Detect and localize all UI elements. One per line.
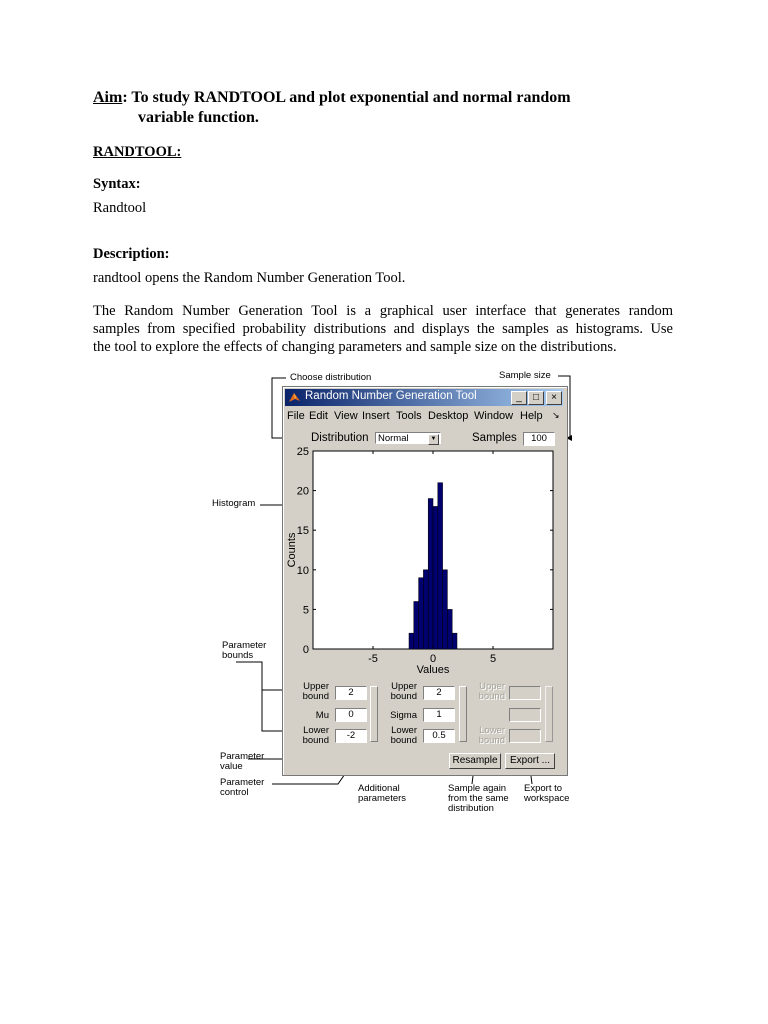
- annotation-export-to-line1: Export to: [524, 783, 563, 794]
- description-paragraph: [93, 302, 673, 356]
- annotation-sample-again-line3: distribution: [448, 803, 494, 814]
- distribution-select[interactable]: [375, 432, 441, 444]
- x-tick-label: -5: [368, 653, 378, 665]
- annotation-parameter-bounds-line2: bounds: [222, 650, 254, 661]
- param1-lower-label-line1: Lower: [303, 725, 329, 736]
- param3-upper-label-line1: Upper: [479, 681, 505, 692]
- matlab-logo-icon: [288, 391, 301, 404]
- histogram-bar: [423, 570, 428, 649]
- annotation-export-to: [524, 784, 569, 804]
- menu-edit[interactable]: Edit: [309, 410, 328, 422]
- param2-lower-input[interactable]: 0.5: [423, 729, 455, 743]
- menu-file[interactable]: File: [287, 410, 305, 422]
- annotation-additional-parameters: [358, 784, 406, 804]
- y-tick-label: 5: [302, 604, 309, 617]
- x-axis-label: Values: [416, 664, 450, 676]
- randtool-heading: RANDTOOL:: [93, 144, 182, 160]
- param2-slider[interactable]: [459, 686, 467, 742]
- param3-value-input: [509, 708, 541, 722]
- chevron-down-icon: ▼: [428, 434, 439, 445]
- histogram-bar: [433, 506, 438, 649]
- resample-button[interactable]: Resample: [449, 753, 501, 769]
- annotation-parameter-bounds: [222, 641, 266, 661]
- annotation-sample-again-line2: from the same: [448, 793, 509, 804]
- param3-lower-input: [509, 729, 541, 743]
- param2-lower-label-line2: bound: [390, 735, 417, 746]
- x-tick-label: 0: [429, 653, 437, 665]
- randtool-window: [282, 386, 568, 776]
- param1-lower-label-line2: bound: [302, 735, 329, 746]
- description-line1: randtool opens the Random Number Generation Tool.: [93, 270, 406, 286]
- param2-upper-label-line2: bound: [390, 691, 417, 702]
- dock-arrow-icon[interactable]: ↘: [552, 410, 560, 420]
- menu-desktop[interactable]: Desktop: [428, 410, 469, 422]
- aim-colon: :: [122, 89, 128, 106]
- samples-input[interactable]: 100: [523, 432, 555, 446]
- histogram-chart: [283, 445, 567, 677]
- description-para-line3: the tool to explore the effects of changing parameters and sample size on the distributions.: [93, 339, 617, 355]
- param3-upper-input: [509, 686, 541, 700]
- param2-lower-label-line1: Lower: [391, 725, 417, 736]
- menu-view[interactable]: View: [334, 410, 358, 422]
- histogram-bar: [409, 633, 414, 649]
- param2-name: Sigma: [390, 710, 417, 721]
- annotation-export-to-line2: workspace: [524, 793, 570, 804]
- x-tick-label: 5: [489, 653, 497, 665]
- histogram-bar: [419, 578, 424, 649]
- param3-upper-label: [469, 682, 505, 702]
- description-heading: Description:: [93, 246, 170, 262]
- param1-value-input[interactable]: 0: [335, 708, 367, 722]
- aim-text-line1: To study RANDTOOL and plot exponential and normal random: [131, 89, 571, 106]
- param1-lower-label: [285, 726, 329, 746]
- annotation-parameter-bounds-line1: Parameter: [222, 640, 267, 651]
- param1-slider[interactable]: [370, 686, 378, 742]
- annotation-sample-again-line1: Sample again: [448, 783, 507, 794]
- param3-slider: [545, 686, 553, 742]
- param2-lower-label: [379, 726, 417, 746]
- param2-upper-label: [379, 682, 417, 702]
- histogram-bar: [414, 601, 419, 649]
- annotation-histogram: Histogram: [212, 498, 256, 509]
- param1-name: Mu: [315, 710, 329, 721]
- param3-lower-label-line2: bound: [478, 735, 505, 746]
- y-axis-label: Counts: [286, 532, 298, 568]
- minimize-button[interactable]: _: [511, 391, 527, 405]
- title-bar[interactable]: [285, 389, 563, 406]
- window-title: Random Number Generation Tool: [305, 390, 477, 402]
- annotation-parameter-value-line1: Parameter: [220, 751, 265, 762]
- param1-upper-label-line2: bound: [302, 691, 329, 702]
- y-tick-label: 15: [296, 525, 309, 538]
- annotation-sample-again: [448, 784, 509, 814]
- annotation-additional-parameters-line1: Additional: [358, 783, 400, 794]
- export-button[interactable]: Export ...: [505, 753, 555, 769]
- param3-lower-label-line1: Lower: [479, 725, 505, 736]
- histogram-bar: [447, 609, 452, 649]
- param2-upper-input[interactable]: 2: [423, 686, 455, 700]
- annotation-parameter-control-line2: control: [220, 787, 249, 798]
- menu-window[interactable]: Window: [474, 410, 514, 422]
- param1-upper-label-line1: Upper: [303, 681, 329, 692]
- annotation-parameter-control: [220, 778, 264, 798]
- y-tick-label: 0: [302, 644, 309, 656]
- maximize-button[interactable]: □: [528, 391, 544, 405]
- annotation-parameter-value-line2: value: [220, 761, 243, 772]
- menu-help[interactable]: Help: [520, 410, 543, 422]
- description-para-line1: The Random Number Generation Tool is a graphical user interface that generates random: [93, 303, 673, 319]
- histogram-bar: [452, 633, 457, 649]
- menu-bar: [285, 408, 563, 424]
- histogram-bar: [428, 499, 433, 649]
- distribution-label: Distribution: [311, 432, 369, 444]
- aim-line: [93, 89, 571, 107]
- param3-lower-label: [469, 726, 505, 746]
- aim-text-line2: variable function.: [138, 109, 259, 126]
- param1-upper-label: [285, 682, 329, 702]
- syntax-heading: Syntax:: [93, 176, 141, 192]
- aim-label: Aim: [93, 89, 123, 106]
- close-button[interactable]: ×: [546, 391, 562, 405]
- description-para-line2: samples from specified probability distributions and displays the samples as histograms. Use: [93, 321, 673, 337]
- histogram-bar: [438, 483, 443, 649]
- samples-label: Samples: [472, 432, 517, 444]
- annotation-sample-size: Sample size: [499, 370, 551, 381]
- y-tick-label: 20: [296, 485, 309, 498]
- histogram-bar: [443, 570, 448, 649]
- annotation-additional-parameters-line2: parameters: [358, 793, 407, 804]
- y-tick-label: 10: [296, 564, 309, 577]
- randtool-figure: [212, 366, 588, 818]
- menu-tools[interactable]: Tools: [396, 410, 422, 422]
- annotation-choose-distribution: Choose distribution: [290, 372, 372, 383]
- annotation-parameter-value: [220, 752, 264, 772]
- param3-upper-label-line2: bound: [478, 691, 505, 702]
- syntax-command: Randtool: [93, 200, 147, 216]
- y-tick-label: 25: [296, 446, 309, 458]
- annotation-parameter-control-line1: Parameter: [220, 777, 265, 788]
- param2-upper-label-line1: Upper: [391, 681, 417, 692]
- menu-insert[interactable]: Insert: [362, 410, 390, 422]
- param1-upper-input[interactable]: 2: [335, 686, 367, 700]
- param1-lower-input[interactable]: -2: [335, 729, 367, 743]
- distribution-select-value: Normal: [378, 433, 409, 444]
- param2-value-input[interactable]: 1: [423, 708, 455, 722]
